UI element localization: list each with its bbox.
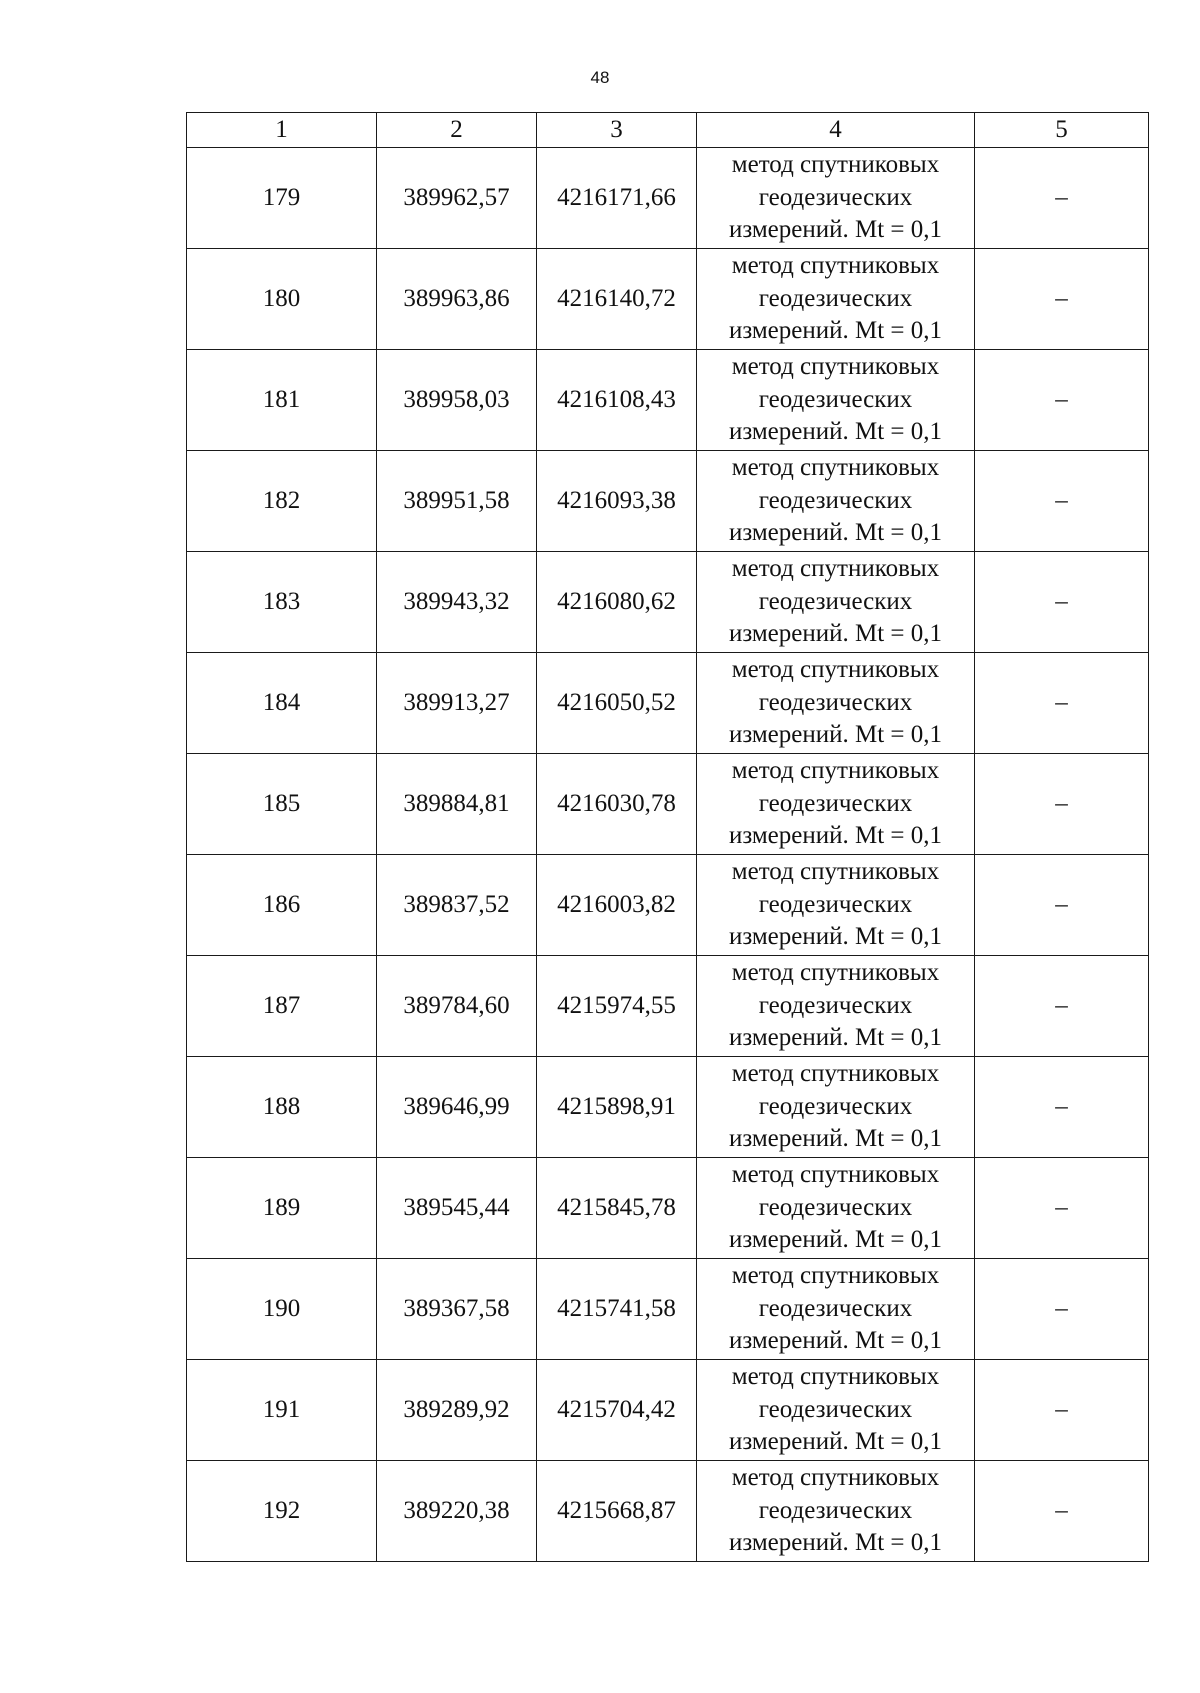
method-cell [697, 653, 975, 754]
method-text: метод спутниковых геодезических измерений. Mt = 0,1 [728, 1464, 943, 1557]
coordinates-table [186, 112, 1149, 1562]
note-cell: – [975, 653, 1149, 754]
method-text: метод спутниковых геодезических измерений. Mt = 0,1 [728, 252, 943, 345]
method-cell [697, 350, 975, 451]
y-coordinate-cell: 4215704,42 [537, 1360, 697, 1461]
method-text: метод спутниковых геодезических измерений. Mt = 0,1 [728, 959, 943, 1052]
note-cell: – [975, 1360, 1149, 1461]
y-coordinate-cell: 4215845,78 [537, 1158, 697, 1259]
note-cell: – [975, 451, 1149, 552]
method-cell [697, 754, 975, 855]
table-row [187, 451, 1149, 552]
y-coordinate-cell: 4216108,43 [537, 350, 697, 451]
x-coordinate-cell: 389646,99 [377, 1057, 537, 1158]
column-header-1: 1 [187, 113, 377, 148]
x-coordinate-cell: 389367,58 [377, 1259, 537, 1360]
method-text: метод спутниковых геодезических измерений. Mt = 0,1 [728, 555, 943, 648]
method-text: метод спутниковых геодезических измерений. Mt = 0,1 [728, 353, 943, 446]
point-number-cell: 182 [187, 451, 377, 552]
header-row [187, 113, 1149, 148]
method-text: метод спутниковых геодезических измерений. Mt = 0,1 [728, 1363, 943, 1456]
y-coordinate-cell: 4215974,55 [537, 956, 697, 1057]
point-number-cell: 188 [187, 1057, 377, 1158]
y-coordinate-cell: 4215668,87 [537, 1461, 697, 1562]
note-cell: – [975, 148, 1149, 249]
y-coordinate-cell: 4216171,66 [537, 148, 697, 249]
note-cell: – [975, 350, 1149, 451]
note-cell: – [975, 249, 1149, 350]
table-row [187, 855, 1149, 956]
method-cell [697, 1057, 975, 1158]
y-coordinate-cell: 4216003,82 [537, 855, 697, 956]
note-cell: – [975, 1057, 1149, 1158]
method-cell [697, 1158, 975, 1259]
point-number-cell: 192 [187, 1461, 377, 1562]
table-row [187, 552, 1149, 653]
x-coordinate-cell: 389962,57 [377, 148, 537, 249]
table-body [187, 148, 1149, 1562]
method-text: метод спутниковых геодезических измерений. Mt = 0,1 [728, 858, 943, 951]
table-row [187, 956, 1149, 1057]
table-row [187, 350, 1149, 451]
method-cell [697, 552, 975, 653]
method-cell [697, 956, 975, 1057]
method-text: метод спутниковых геодезических измерений. Mt = 0,1 [728, 757, 943, 850]
x-coordinate-cell: 389784,60 [377, 956, 537, 1057]
table-header [187, 113, 1149, 148]
y-coordinate-cell: 4216140,72 [537, 249, 697, 350]
method-cell [697, 855, 975, 956]
note-cell: – [975, 1461, 1149, 1562]
x-coordinate-cell: 389545,44 [377, 1158, 537, 1259]
method-cell [697, 1259, 975, 1360]
table-row [187, 653, 1149, 754]
note-cell: – [975, 1259, 1149, 1360]
x-coordinate-cell: 389943,32 [377, 552, 537, 653]
x-coordinate-cell: 389958,03 [377, 350, 537, 451]
page-number: 48 [590, 68, 610, 87]
note-cell: – [975, 552, 1149, 653]
point-number-cell: 184 [187, 653, 377, 754]
point-number-cell: 190 [187, 1259, 377, 1360]
point-number-cell: 181 [187, 350, 377, 451]
point-number-cell: 186 [187, 855, 377, 956]
column-header-5: 5 [975, 113, 1149, 148]
method-text: метод спутниковых геодезических измерений. Mt = 0,1 [728, 1060, 943, 1153]
table-row [187, 754, 1149, 855]
method-cell [697, 1461, 975, 1562]
y-coordinate-cell: 4216030,78 [537, 754, 697, 855]
point-number-cell: 189 [187, 1158, 377, 1259]
y-coordinate-cell: 4216050,52 [537, 653, 697, 754]
table-row [187, 1158, 1149, 1259]
method-cell [697, 1360, 975, 1461]
x-coordinate-cell: 389884,81 [377, 754, 537, 855]
note-cell: – [975, 754, 1149, 855]
table-row [187, 148, 1149, 249]
point-number-cell: 183 [187, 552, 377, 653]
column-header-3: 3 [537, 113, 697, 148]
table-row [187, 1057, 1149, 1158]
method-cell [697, 249, 975, 350]
y-coordinate-cell: 4215898,91 [537, 1057, 697, 1158]
y-coordinate-cell: 4216080,62 [537, 552, 697, 653]
y-coordinate-cell: 4215741,58 [537, 1259, 697, 1360]
method-cell [697, 148, 975, 249]
note-cell: – [975, 855, 1149, 956]
point-number-cell: 191 [187, 1360, 377, 1461]
table-row [187, 1360, 1149, 1461]
x-coordinate-cell: 389220,38 [377, 1461, 537, 1562]
method-text: метод спутниковых геодезических измерений. Mt = 0,1 [728, 151, 943, 244]
method-text: метод спутниковых геодезических измерений. Mt = 0,1 [728, 656, 943, 749]
point-number-cell: 179 [187, 148, 377, 249]
method-text: метод спутниковых геодезических измерений. Mt = 0,1 [728, 1262, 943, 1355]
y-coordinate-cell: 4216093,38 [537, 451, 697, 552]
table-row [187, 1259, 1149, 1360]
table-row [187, 1461, 1149, 1562]
x-coordinate-cell: 389963,86 [377, 249, 537, 350]
method-text: метод спутниковых геодезических измерений. Mt = 0,1 [728, 1161, 943, 1254]
note-cell: – [975, 1158, 1149, 1259]
x-coordinate-cell: 389951,58 [377, 451, 537, 552]
x-coordinate-cell: 389913,27 [377, 653, 537, 754]
column-header-4: 4 [697, 113, 975, 148]
point-number-cell: 185 [187, 754, 377, 855]
note-cell: – [975, 956, 1149, 1057]
table-row [187, 249, 1149, 350]
point-number-cell: 180 [187, 249, 377, 350]
x-coordinate-cell: 389289,92 [377, 1360, 537, 1461]
method-text: метод спутниковых геодезических измерений. Mt = 0,1 [728, 454, 943, 547]
method-cell [697, 451, 975, 552]
x-coordinate-cell: 389837,52 [377, 855, 537, 956]
column-header-2: 2 [377, 113, 537, 148]
point-number-cell: 187 [187, 956, 377, 1057]
